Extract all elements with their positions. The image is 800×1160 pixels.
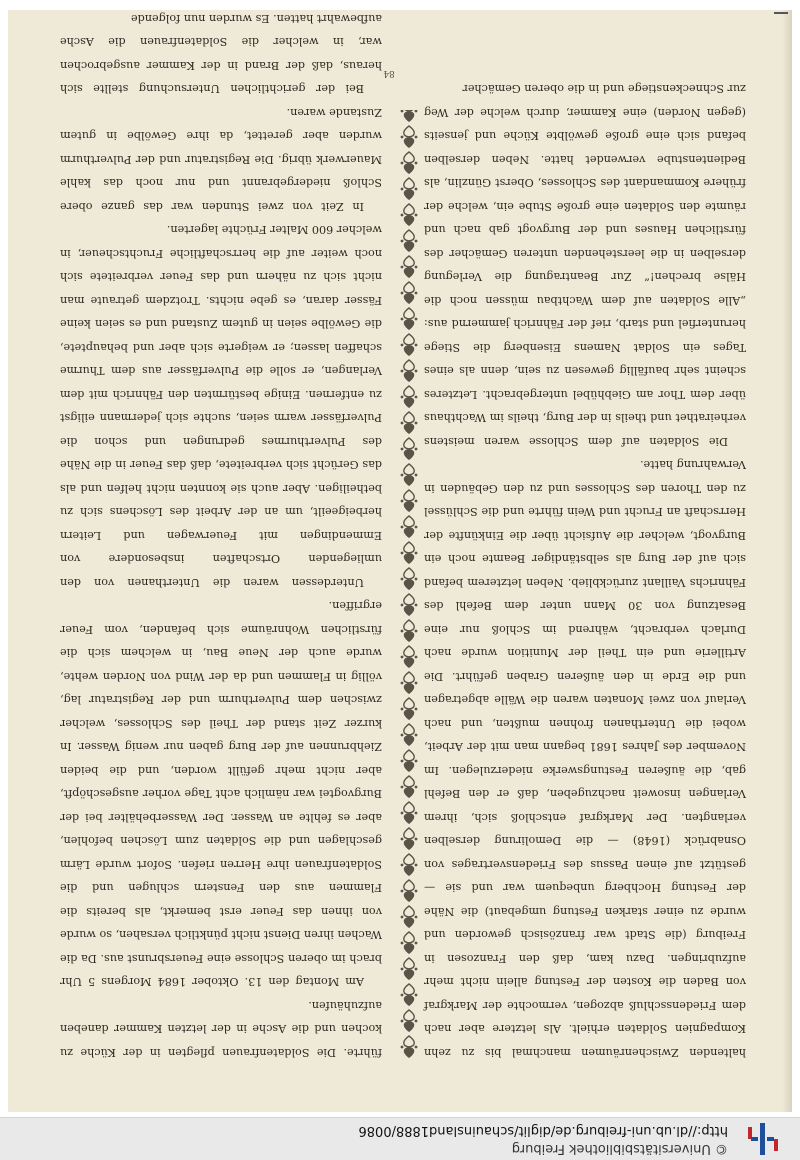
page-number: 84 [383,68,395,78]
paragraph: In Zeit von zwei Stunden war das ganze obere Schloß niedergebrannt und nur noch das kahle Mauerwerk übrig. Die Registratur und der Pulverthurm wurden aber gerettet, da ihre Gewölbe in gutem Zustande waren. [60,106,382,213]
university-logo-icon [742,1123,782,1155]
paragraph: haltenden Zwischenräumen manchmal bis zu zehn Kompagnien Soldaten erhielt. Als letztere aber nach dem Friedensschluß abzogen, vermochte der Markgraf von Baden die Kosten der Festung allein nicht mehr aufzubringen. Dazu kam, daß den Franzosen in Freiburg (die Stadt war französisch geworden und wurde zu einer starken Festung umgebaut) die Nähe der Festung Hochberg unbequem war und sie — gestützt auf einen Passus des Friedensvertrages von Osnabrück (1648) — die Demolirung derselben verlangten. Der Markgraf entschloß sich, ihrem Verlangen insoweit nachzugeben, daß er den Befehl gab, die äußeren Festungswerke niederzulegen. Im November des Jahres 1681 begann man mit der Arbeit, wobei die Unterthanen frohnen mußten, und nach Verlauf von zwei Monaten waren die Wälle abgetragen und die Erde in den äußeren Graben geführt. Die Artillerie und ein Theil der Munition wurde nach Durlach verbracht, während im Schloß nur eine Besatzung von 30 Mann unter dem Befehl des Fähnrichs Vaillant zurückblieb. Neben letzterem befand sich auf der Burg als selbständiger Beamte noch ein Burgvogt, welcher die Aufsicht über die Einkünfte der Herrschaft an Frucht und Wein führte und die Schlüssel zu den Thoren des Schlosses und zu den Gebäuden in Verwahrung hatte. [424,458,746,1059]
scan-edge-mark [774,6,788,14]
paragraph: Die Soldaten auf dem Schlosse waren meistens verheirathet und theils in der Burg, theils im Wachthaus über dem Thor am Giebhübel untergebracht. Letzteres scheint sehr baufällig gewesen zu sein, denn als eines Tages ein Soldat Namens Eisenberg die Stiege herunterfiel und starb, rief der Fähnrich jammernd aus: „Alle Soldaten auf dem Wachtbau müssen noch die Hälse brechen!“ Zur Beantragung die Verlegung derselben in die leerstehenden unteren Gemächer des fürstlichen Hauses und der Burgvogt gab nach und räumte den Soldaten eine große Stube ein, welche der frühere Kommandant des Schlosses, Oberst Günzlin, als Bedientenstube verwendet hatte. Neben derselben befand sich eine große gewölbte Küche und jenseits (gegen Norden) eine Kammer, durch welche der Weg zur Schneckenstiege und in die oberen Gemächer [424,82,746,448]
paragraph: Am Montag den 13. Oktober 1684 Morgens 5 Uhr brach im oberen Schlosse eine Feuersbrunst aus. Da die Wachen ihren Dienst nicht pünktlich versahen, so wurde von ihnen das Feuer erst bemerkt, als bereits die Flammen aus den Fenstern schlugen und die Soldatenfrauen ihre Herren riefen. Sofort wurde Lärm geschlagen und die Soldaten zum Löschen befohlen, aber es fehlte an Wasser. Der Wasserbehälter bei der Burgvogtei war nämlich acht Tage vorher ausgeschöpft, aber nicht mehr gefüllt worden, und die beiden Ziehbrunnen auf der Burg gaben nur wenig Wasser. In kurzer Zeit stand der Theil des Schlosses, welcher zwischen dem Pulverthurm und der Registratur lag, völlig in Flammen und da der Wind von Norden wehte, wurde auch der Neue Bau, in welchem sich die fürstlichen Wohnräume sich befanden, vom Feuer ergriffen. [60,599,382,989]
paragraph: führte. Die Soldatenfrauen pflegten in der Küche zu kochen und die Asche in der letzten Kammer daneben aufzuhäufen. [60,999,382,1059]
institution-credit: © Universitätsbibliothek Freiburg [511,1141,728,1156]
left-column [424,82,746,1064]
page-binding-shadow [782,10,792,1112]
source-url-link[interactable]: http://dl.ub.uni-freiburg.de/diglit/schauinsland1888/0086 [358,1123,728,1138]
header-bar [0,1117,800,1160]
column-divider-ornament [398,110,420,1060]
right-column [60,12,382,1064]
paragraph: Bei der gerichtlichen Untersuchung stellte sich heraus, daß der Brand in der Kammer ausgebrochen war, in welcher die Soldatenfrauen die Asche aufbewahrt hatten. Es wurden nun folgende [60,12,382,96]
scanned-page [8,10,792,1112]
paragraph: Unterdessen waren die Unterthanen von den umliegenden Ortschaften insbesondere von Emmendingen mit Feuerwagen und Leitern herbeigeeilt, um an der Arbeit des Löschens sich zu betheiligen. Aber auch sie konnten nicht helfen und als das Gerücht sich verbreitete, daß das Feuer in die Nähe des Pulverthurmes gedrungen und schon die Pulverfässer warm seien, suchte sich jedermann eiligst zu entfernen. Einige bestürmten den Fähnrich mit dem Verlangen, er solle die Pulverfässer aus dem Thurme schaffen lassen; er weigerte sich aber und behauptete, die Gewölbe seien in gutem Zustand und es seien keine Fässer daran, es gebe nichts. Trotzdem getraute man nicht sich zu nähern und das Feuer verbreitete sich noch weiter auf die herrschaftliche Fruchtscheuer, in welcher 600 Malter Früchte lagerten. [60,223,382,589]
